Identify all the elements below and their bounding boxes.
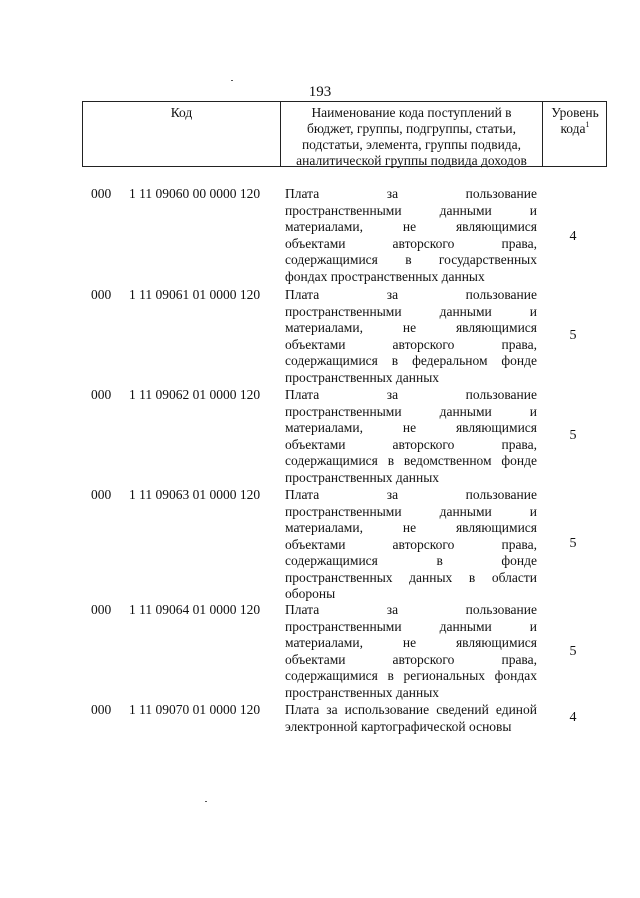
header-name-line: подстатьи, элемента, группы подвида, — [301, 137, 522, 152]
row-name-line: объектами авторского права, — [285, 651, 537, 667]
row-admin-code: 000 — [91, 702, 112, 717]
row-name-line: фондах пространственных данных — [285, 268, 485, 284]
row-name-line: Плата за пользование — [285, 387, 537, 402]
row-level: 5 — [569, 328, 577, 343]
row-level: 5 — [569, 428, 577, 443]
row-income-code: 1 11 09060 00 0000 120 — [129, 186, 261, 201]
row-name-line: материалами, не являющимися — [285, 635, 537, 650]
row-name — [285, 287, 537, 386]
row-name-line: объектами авторского права, — [285, 235, 537, 251]
row-name — [285, 387, 537, 486]
footnote-marker: 1 — [585, 120, 590, 129]
row-name — [285, 186, 537, 285]
row-name-line: пространственных данных — [285, 369, 440, 385]
row-name-line: электронной картографической основы — [285, 718, 512, 734]
row-name-line: материалами, не являющимися — [285, 219, 537, 234]
row-name-line: пространственных данных — [285, 469, 440, 485]
scan-speck — [205, 801, 207, 802]
row-income-code: 1 11 09063 01 0000 120 — [129, 487, 261, 502]
row-name-line: Плата за пользование — [285, 287, 537, 302]
row-name-line: материалами, не являющимися — [285, 520, 537, 535]
row-name — [285, 702, 537, 735]
header-name-line: бюджет, группы, подгруппы, статьи, — [307, 121, 516, 136]
row-name-line: пространственными данными и — [285, 618, 537, 634]
header-level-line: Уровень — [551, 105, 599, 120]
row-admin-code: 000 — [91, 602, 112, 617]
row-name-line: Плата за пользование — [285, 602, 537, 617]
scan-speck — [231, 80, 233, 81]
row-income-code: 1 11 09061 01 0000 120 — [129, 287, 261, 302]
header-name-line: Наименование кода поступлений в — [311, 105, 512, 120]
row-level: 5 — [569, 644, 577, 659]
row-name-line: пространственных данных — [285, 684, 440, 700]
row-income-code: 1 11 09064 01 0000 120 — [129, 602, 261, 617]
row-name-line: содержащимися в региональных фондах — [285, 668, 537, 683]
row-name-line: Плата за использование сведений единой — [285, 702, 537, 717]
row-name-line: содержащимися в ведомственном фонде — [285, 453, 537, 468]
row-name-line: обороны — [285, 586, 336, 601]
header-code: Код — [170, 105, 193, 120]
row-name-line: материалами, не являющимися — [285, 420, 537, 435]
header-name — [283, 105, 540, 169]
row-name-line: пространственными данными и — [285, 503, 537, 519]
header-name-line: аналитической группы подвида доходов — [296, 153, 527, 168]
row-name-line: Плата за пользование — [285, 186, 537, 201]
row-name-line: содержащимися в фонде — [285, 553, 537, 568]
row-admin-code: 000 — [91, 387, 112, 402]
row-admin-code: 000 — [91, 287, 112, 302]
row-admin-code: 000 — [91, 487, 112, 502]
row-name-line: содержащимися в федеральном фонде — [285, 353, 537, 368]
row-name-line: материалами, не являющимися — [285, 320, 537, 335]
row-name-line: содержащимися в государственных — [285, 252, 537, 267]
row-income-code: 1 11 09062 01 0000 120 — [129, 387, 261, 402]
header-level-line: кода$^1$ — [560, 120, 590, 136]
header-level — [544, 105, 606, 137]
page-number: 193 — [308, 84, 332, 100]
row-name-line: Плата за пользование — [285, 487, 537, 502]
row-name-line: объектами авторского права, — [285, 336, 537, 352]
row-name-line: пространственными данными и — [285, 202, 537, 218]
row-name-line: пространственными данными и — [285, 403, 537, 419]
table-header — [82, 101, 607, 167]
row-name-line: пространственных данных в области — [285, 569, 537, 585]
row-income-code: 1 11 09070 01 0000 120 — [129, 702, 261, 717]
row-name-line: объектами авторского права, — [285, 436, 537, 452]
row-admin-code: 000 — [91, 186, 112, 201]
row-name-line: объектами авторского права, — [285, 536, 537, 552]
column-divider — [280, 102, 281, 166]
row-name-line: пространственными данными и — [285, 303, 537, 319]
row-level: 5 — [569, 536, 577, 551]
column-divider — [542, 102, 543, 166]
row-name — [285, 602, 537, 701]
row-level: 4 — [569, 710, 577, 725]
row-name — [285, 487, 537, 603]
row-level: 4 — [569, 229, 577, 244]
